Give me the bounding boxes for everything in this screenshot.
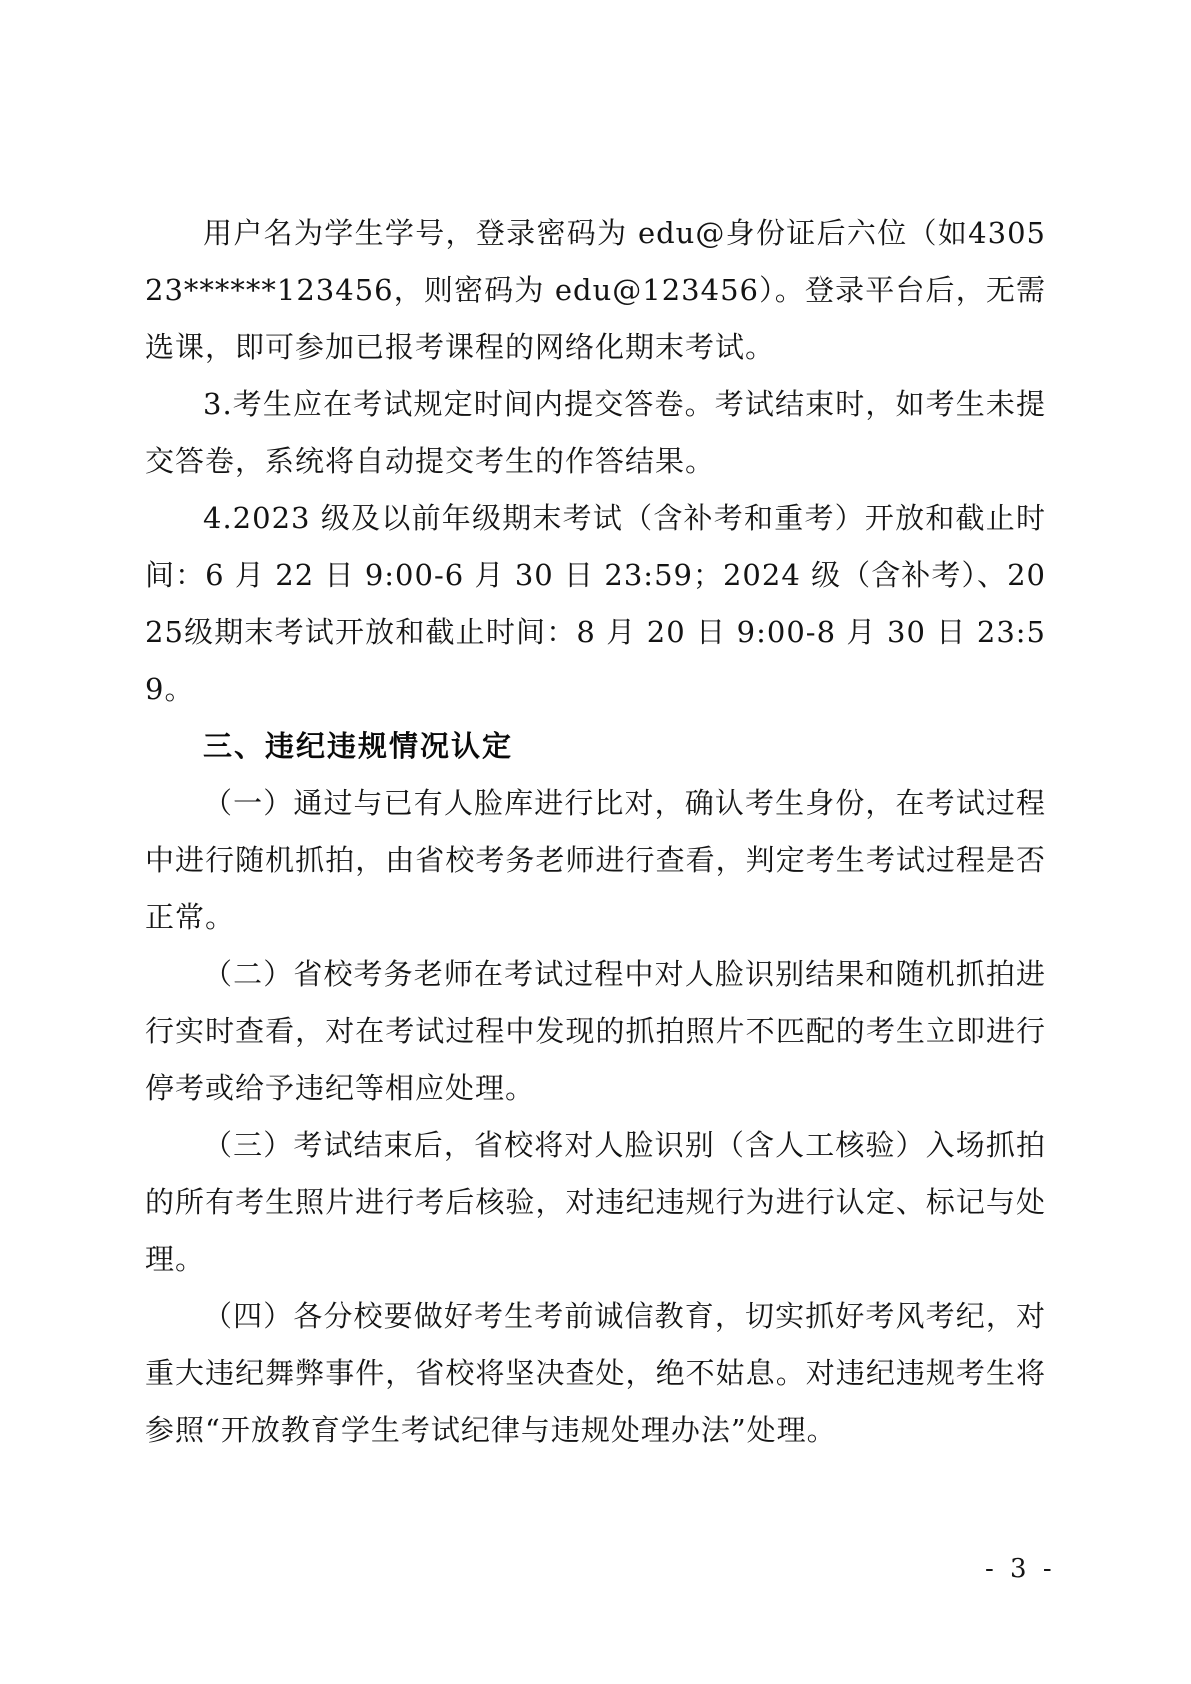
section-heading-discipline-violation: 三、违纪违规情况认定 [203,729,514,763]
paragraph-clause-4-integrity-education: （四）各分校要做好考生考前诚信教育，切实抓好考风考纪，对重大违纪舞弊事件，省校将坚决查处，绝不姑息。对违纪违规考生将参照“开放教育学生考试纪律与违规处理办法”处理。 [145,1299,1046,1447]
paragraph-answer-submission-rule: 3.考生应在考试规定时间内提交答卷。考试结束时，如考生未提交答卷，系统将自动提交考生的作答结果。 [145,387,1046,478]
paragraph-exam-open-close-times: 4.2023 级及以前年级期末考试（含补考和重考）开放和截止时间：6 月 22 日 9:00-6 月 30 日 23:59；2024 级（含补考）、2025级期末考试开放和截止时间：8 月 20 日 9:00-8 月 30 日 23:59。 [145,501,1046,706]
paragraph-clause-1-face-comparison: （一）通过与已有人脸库进行比对，确认考生身份，在考试过程中进行随机抓拍，由省校考务老师进行查看，判定考生考试过程是否正常。 [145,786,1046,934]
page-number: - 3 - [985,1554,1056,1584]
paragraph-clause-3-post-exam-verification: （三）考试结束后，省校将对人脸识别（含人工核验）入场抓拍的所有考生照片进行考后核验，对违纪违规行为进行认定、标记与处理。 [145,1128,1046,1276]
paragraph-login-credentials: 用户名为学生学号，登录密码为 edu@身份证后六位（如430523******123456，则密码为 edu@123456）。登录平台后，无需选课，即可参加已报考课程的网络化期末考试。 [145,216,1046,364]
paragraph-clause-2-realtime-review: （二）省校考务老师在考试过程中对人脸识别结果和随机抓拍进行实时查看，对在考试过程中发现的抓拍照片不匹配的考生立即进行停考或给予违纪等相应处理。 [145,957,1046,1105]
document-body [145,205,1046,1459]
